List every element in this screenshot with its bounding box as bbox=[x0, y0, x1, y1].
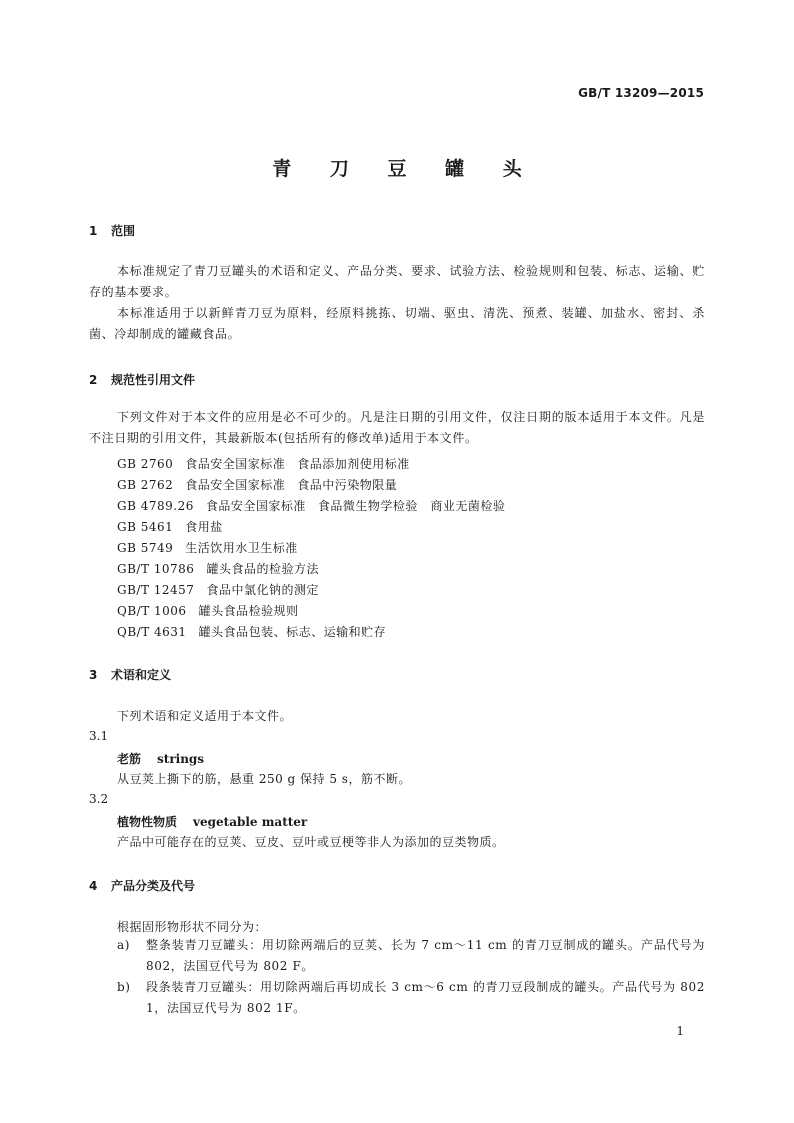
paragraph: 根据固形物形状不同分为： bbox=[117, 920, 268, 934]
term-english: vegetable matter bbox=[193, 815, 308, 829]
reference-entry bbox=[117, 476, 397, 493]
reference-entry bbox=[117, 581, 319, 598]
reference-title: 食品安全国家标准 bbox=[205, 499, 306, 513]
term-chinese: 老筋 bbox=[117, 752, 142, 766]
reference-title: 食品安全国家标准 bbox=[185, 478, 286, 492]
section-heading-4 bbox=[89, 877, 195, 894]
section-number: 1 bbox=[89, 224, 98, 238]
reference-title: 罐头食品的检验方法 bbox=[206, 562, 319, 576]
reference-code: QB/T 4631 bbox=[117, 625, 187, 639]
reference-entry bbox=[117, 602, 299, 619]
reference-code: GB 5461 bbox=[117, 520, 174, 534]
reference-title: 罐头食品检验规则 bbox=[198, 604, 299, 618]
list-item-text: 整条装青刀豆罐头：用切除两端后的豆荚、长为 7 cm～11 cm 的青刀豆制成的罐头。产品代号为 802，法国豆代号为 802 F。 bbox=[146, 938, 705, 973]
term-definition: 从豆荚上撕下的筋，悬重 250 g 保持 5 s，筋不断。 bbox=[117, 772, 411, 786]
document-title: 青 刀 豆 罐 头 bbox=[272, 158, 538, 180]
section-title: 范围 bbox=[111, 224, 136, 238]
section-title: 产品分类及代号 bbox=[111, 879, 196, 893]
paragraph: 下列文件对于本文件的应用是必不可少的。凡是注日期的引用文件，仅注日期的版本适用于本文件。凡是不注日期的引用文件，其最新版本(包括所有的修改单)适用于本文件。 bbox=[89, 410, 705, 445]
standard-code: GB/T 13209—2015 bbox=[578, 86, 704, 100]
page-number: 1 bbox=[676, 1024, 684, 1038]
reference-entry bbox=[117, 455, 410, 472]
term-entry bbox=[117, 750, 204, 767]
reference-code: GB 2760 bbox=[117, 457, 174, 471]
reference-subtitle: 食品微生物学检验 商业无菌检验 bbox=[317, 499, 506, 513]
reference-code: GB/T 10786 bbox=[117, 562, 195, 576]
reference-title: 食品中氯化钠的测定 bbox=[206, 583, 319, 597]
term-english: strings bbox=[157, 752, 205, 766]
reference-code: GB 2762 bbox=[117, 478, 174, 492]
paragraph: 本标准适用于以新鲜青刀豆为原料，经原料挑拣、切端、驱虫、清洗、预煮、装罐、加盐水、密封、杀菌、冷却制成的罐藏食品。 bbox=[89, 306, 705, 341]
reference-entry bbox=[117, 560, 319, 577]
section-number: 2 bbox=[89, 373, 98, 387]
term-definition: 产品中可能存在的豆荚、豆皮、豆叶或豆梗等非人为添加的豆类物质。 bbox=[117, 835, 505, 849]
reference-title: 罐头食品包装、标志、运输和贮存 bbox=[198, 625, 387, 639]
section-heading-1 bbox=[89, 222, 135, 239]
section-title: 术语和定义 bbox=[111, 668, 172, 682]
clause-number: 3.2 bbox=[89, 792, 109, 806]
reference-title: 生活饮用水卫生标准 bbox=[185, 541, 298, 555]
reference-entry bbox=[117, 623, 386, 640]
section-number: 4 bbox=[89, 879, 98, 893]
reference-code: QB/T 1006 bbox=[117, 604, 187, 618]
section-number: 3 bbox=[89, 668, 98, 682]
clause-number: 3.1 bbox=[89, 729, 109, 743]
term-chinese: 植物性物质 bbox=[117, 815, 178, 829]
list-marker: b) bbox=[117, 980, 131, 994]
list-item bbox=[117, 977, 705, 1019]
reference-code: GB/T 12457 bbox=[117, 583, 195, 597]
section-heading-2 bbox=[89, 371, 195, 388]
reference-code: GB 5749 bbox=[117, 541, 174, 555]
section-title: 规范性引用文件 bbox=[111, 373, 196, 387]
paragraph: 下列术语和定义适用于本文件。 bbox=[117, 709, 293, 723]
reference-entry bbox=[117, 539, 298, 556]
paragraph: 本标准规定了青刀豆罐头的术语和定义、产品分类、要求、试验方法、检验规则和包装、标志、运输、贮存的基本要求。 bbox=[89, 264, 705, 299]
list-item-text: 段条装青刀豆罐头：用切除两端后再切成长 3 cm～6 cm 的青刀豆段制成的罐头。产品代号为 802 1，法国豆代号为 802 1F。 bbox=[146, 980, 705, 1015]
term-entry bbox=[117, 813, 307, 830]
reference-entry bbox=[117, 518, 223, 535]
reference-title: 食品安全国家标准 bbox=[185, 457, 286, 471]
list-item bbox=[117, 935, 705, 977]
reference-subtitle: 食品中污染物限量 bbox=[297, 478, 398, 492]
reference-entry bbox=[117, 497, 505, 514]
section-heading-3 bbox=[89, 666, 171, 683]
reference-title: 食用盐 bbox=[185, 520, 223, 534]
reference-subtitle: 食品添加剂使用标准 bbox=[297, 457, 410, 471]
list-marker: a) bbox=[117, 938, 131, 952]
reference-code: GB 4789.26 bbox=[117, 499, 194, 513]
